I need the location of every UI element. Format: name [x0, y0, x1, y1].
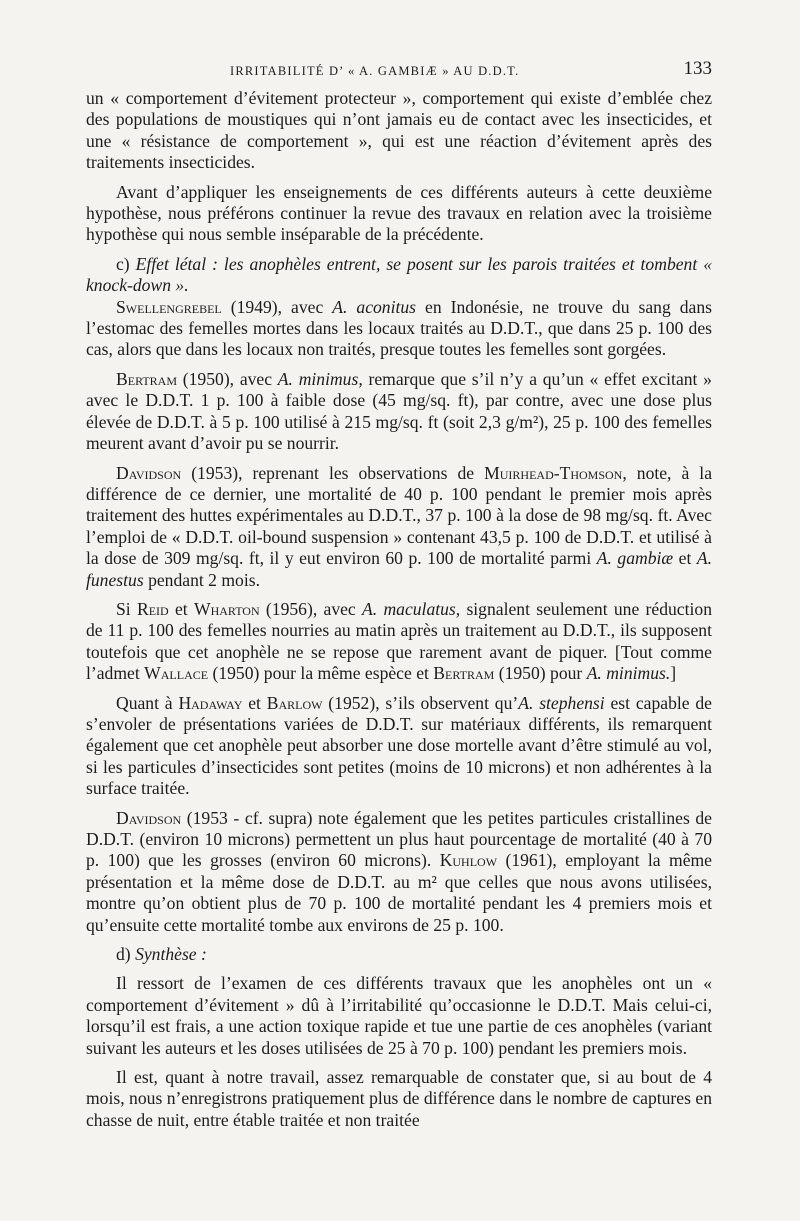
text-run: Quant à — [116, 692, 179, 713]
section-heading-d — [86, 944, 712, 965]
paragraph-davidson-kuhlow — [86, 808, 712, 936]
paragraph-transition: Avant d’appliquer les enseignements de ces différents auteurs à cette deuxième hypothèse, nous préférons continuer la revue des travaux en relation avec la troisième hypothèse qui nous semble inséparable de la précédente. — [86, 181, 712, 245]
author-name: Bertram — [433, 663, 495, 684]
text-run: (1956), avec — [259, 598, 363, 619]
text-run: note, à la différence de ce dernier, une mortalité de 40 p. 100 pendant le premier mois après traitement des huttes expérimentales au D.D.T., 37 p. 100 à la dose de 98 mg/sq. ft. Avec l’emploi de « D.D.T. oil-bound suspension » contenant 43,5 p. 100 de D.D.T. et utilisé à la dose de 309 mg/sq. ft, il y eut environ 60 p. 100 de mortalité parmi — [86, 462, 712, 569]
text-run: pendant 2 mois. — [143, 569, 260, 590]
author-name: Hadaway — [178, 692, 243, 713]
author-name: Muirhead-Thomson, — [484, 462, 627, 483]
text-run: (1950), avec — [177, 368, 278, 389]
author-name: Wallace — [144, 663, 209, 684]
text-run: et — [168, 598, 194, 619]
paragraph-swellengrebel — [86, 297, 712, 361]
text-run: (1950) pour — [494, 663, 587, 684]
text-run: (1952), s’ils observent qu’ — [322, 692, 519, 713]
paragraph-bertram — [86, 369, 712, 455]
species-name: A. aconitus — [332, 296, 417, 317]
running-title: IRRITABILITÉ D’ « A. GAMBIÆ » AU D.D.T. — [230, 64, 520, 78]
body-text — [86, 88, 712, 1131]
author-name: Barlow — [266, 692, 323, 713]
species-name: A. minimus. — [586, 663, 671, 684]
text-run: en Indonésie, ne trouve du sang dans l’estomac des femelles mortes dans les locaux traités au D.D.T., que dans 25 p. 100 des cas, alors que dans les locaux non traités, presque toutes les femelles sont gorgées. — [86, 296, 712, 360]
section-letter: d) — [116, 944, 131, 965]
paragraph-davidson — [86, 463, 712, 591]
text-run: (1953), reprenant les observations de — [181, 462, 485, 483]
species-name: A. minimus, — [277, 368, 363, 389]
paragraph-synthesis-2: Il est, quant à notre travail, assez remarquable de constater que, si au bout de 4 mois, nous n’enregistrons pratiquement plus de différence dans le nombre de captures en chasse de nuit, entre étable traitée et non traitée — [86, 1067, 712, 1130]
section-letter: c) — [116, 253, 130, 274]
author-name: Bertram — [116, 368, 178, 389]
text-run: remarque que s’il n’y a qu’un « effet excitant » avec le D.D.T. 1 p. 100 à faible dose (45 mg/sq. ft), par contre, avec une dose plus élevée de D.D.T. à 5 p. 100 utilisé à 215 mg/sq. ft (soit 2,3 g/m²), 25 p. 100 des femelles meurent avant d’avoir pu se nourrir. — [86, 368, 712, 454]
text-run: (1950) pour la même espèce et — [208, 663, 434, 684]
text-run: Si — [116, 598, 137, 619]
species-name: A. stephensi — [518, 692, 605, 713]
paragraph-continuation: un « comportement d’évitement protecteur », comportement qui existe d’emblée chez des populations de moustiques qui n’ont jamais eu de contact avec les insecticides, et une « résistance de comportement », qui est une réaction d’évitement après des traitements insecticides. — [86, 88, 712, 173]
author-name: Swellengrebel — [116, 296, 222, 317]
species-name: A. funestus — [86, 548, 712, 590]
paragraph-synthesis-1: Il ressort de l’examen de ces différents travaux que les anophèles ont un « comportement d’évitement » dû à l’irritabilité qu’occasionne le D.D.T. Mais celui-ci, lorsqu’il est frais, a une action toxique rapide et tue une partie de ces anophèles (variant suivant les auteurs et les doses utilisées de 25 à 70 p. 100) pendant les premiers mois. — [86, 973, 712, 1058]
paragraph-hadaway-barlow — [86, 693, 712, 800]
text-run: ] — [670, 663, 677, 684]
section-title: Effet létal : les anophèles entrent, se posent sur les parois traitées et tombent « knock-down ». — [86, 253, 713, 296]
text-run: et — [673, 548, 697, 569]
text-run: (1949), avec — [221, 296, 333, 317]
section-title: Synthèse : — [135, 944, 207, 965]
page-header — [86, 58, 712, 88]
author-name: Davidson — [116, 462, 182, 483]
text-run: et — [242, 692, 267, 713]
text-run: signalent seulement une réduction de 11 p. 100 des femelles nourries au matin après un traitement au D.D.T., ils supposent toutefois que cet anophèle ne se repose que rarement avant de piquer. [Tout comme l’admet — [86, 598, 712, 684]
species-name: A. maculatus, — [362, 598, 461, 619]
paragraph-reid-wharton — [86, 599, 712, 685]
author-name: Davidson — [116, 807, 182, 828]
text-run: (1953 - cf. supra) note également que les petites particules cristallines de D.D.T. (environ 10 microns) permettent un plus haut pourcentage de mortalité (40 à 70 p. 100) que les grosses (environ 60 microns). — [86, 807, 712, 871]
text-run: (1961), employant la même présentation et la même dose de D.D.T. au m² que celles que nous avons utilisées, montre qu’on obtient plus de 70 p. 100 de mortalité pendant les 4 premiers mois et qu’ensuite cette mortalité tombe aux environs de 25 p. 100. — [86, 850, 712, 935]
author-name: Wharton — [193, 598, 260, 619]
text-run: est capable de s’envoler de présentations variées de D.D.T. sur matériaux différents, ils remarquent également que cet anophèle peut absorber une dose mortelle avant d’être stimulé au vol, si les particules d’insecticides sont petites (moins de 10 microns) et non adhérentes à la surface traitée. — [86, 692, 712, 799]
document-page — [86, 58, 712, 1131]
author-name: Kuhlow — [439, 850, 498, 871]
species-name: A. gambiæ — [596, 548, 674, 569]
page-number: 133 — [683, 58, 712, 79]
section-heading-c — [86, 254, 712, 297]
author-name: Reid — [136, 598, 169, 619]
